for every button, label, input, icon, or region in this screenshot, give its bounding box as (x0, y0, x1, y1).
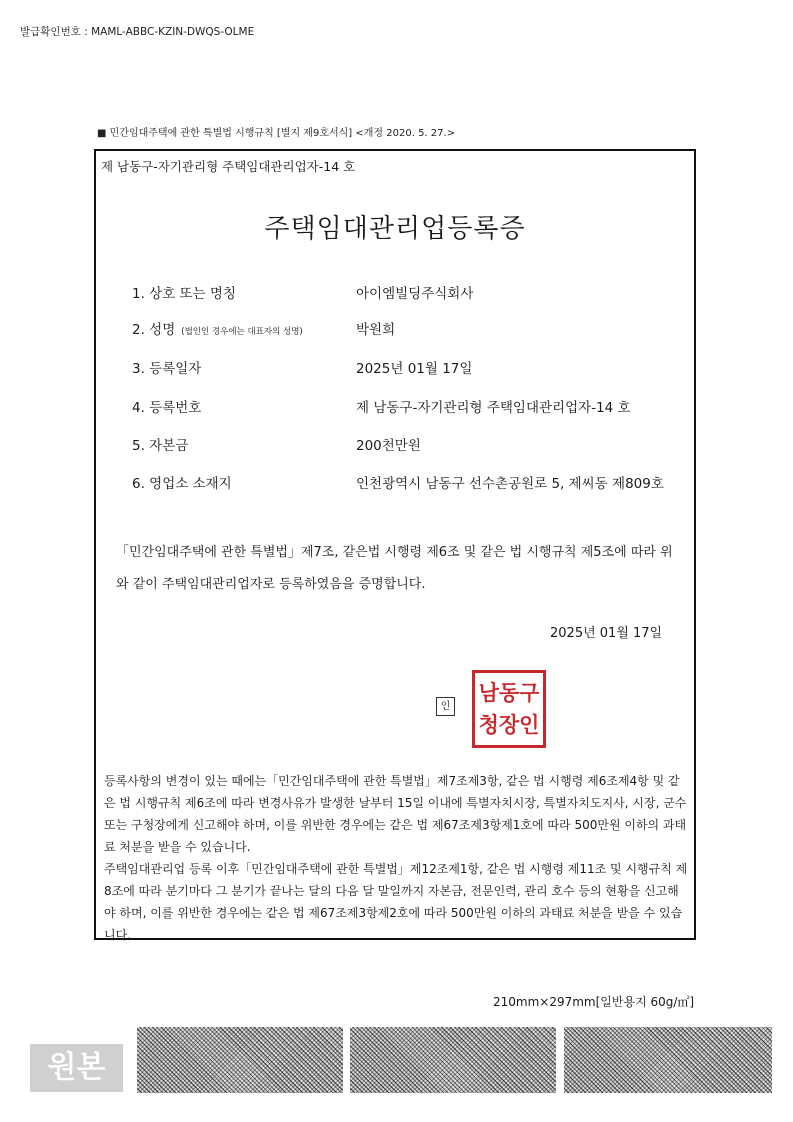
field-label-name-text: 2. 성명 (132, 322, 176, 338)
certificate-title: 주택임대관리업등록증 (264, 214, 526, 244)
notice-paragraph: 등록사항의 변경이 있는 때에는「민간임대주택에 관한 특별법」제7조제3항, 같은 법 시행령 제6조제4항 및 같은 법 시행규칙 제6조에 따라 변경사유가 발생한 날부터 15일 이내에 특별자치시장, 특별자치도지사, 시장, 군수 또는 구청장에게 신고해야 하며, 이를 위반한 경우에는 같은 법 제67조제3항제1호에 따라 500만원 이하의 과태료 처분을 받을 수 있습니다. (104, 774, 687, 854)
paper-spec: 210mm×297mm[일반용지 60g/㎡] (493, 995, 695, 1009)
issue-date: 2025년 01월 17일 (550, 626, 663, 641)
field-label-name-note: (법인인 경우에는 대표자의 성명) (181, 327, 303, 337)
field-value-registration-number: 제 남동구-자기관리형 주택임대관리업자-14 호 (356, 400, 631, 416)
security-pattern (350, 1027, 556, 1093)
certification-statement: 「민간임대주택에 관한 특별법」제7조, 같은법 시행령 제6조 및 같은 법 시행규칙 제5조에 따라 위와 같이 주택임대관리업자로 등록하였음을 증명합니다. (116, 545, 673, 592)
field-label-office-address: 6. 영업소 소재지 (132, 476, 232, 492)
official-seal-stamp: 남동구 청장인 (472, 670, 546, 748)
issue-confirmation-number: 발급확인번호 : MAML-ABBC-KZIN-DWQS-OLME (20, 26, 255, 38)
form-reference: ■ 민간임대주택에 관한 특별법 시행규칙 [별지 제9호서식] <개정 2020. 5. 27.> (97, 128, 456, 139)
field-value-office-address: 인천광역시 남동구 선수촌공원로 5, 제씨동 제809호 (356, 476, 664, 492)
security-pattern (137, 1027, 343, 1093)
field-value-capital: 200천만원 (356, 438, 421, 454)
field-label-name (132, 318, 303, 338)
field-value-registration-date: 2025년 01월 17일 (356, 361, 473, 377)
field-label-registration-date: 3. 등록일자 (132, 361, 202, 377)
field-value-name: 박원희 (356, 322, 396, 338)
security-pattern (564, 1027, 772, 1093)
notice-block (104, 770, 689, 946)
field-label-registration-number: 4. 등록번호 (132, 400, 202, 416)
field-value-trade-name: 아이엠빌딩주식회사 (356, 286, 474, 302)
seal-mark-box: 인 (436, 697, 455, 716)
original-watermark: 원본 (30, 1044, 123, 1092)
notice-paragraph: 주택임대관리업 등록 이후「민간임대주택에 관한 특별법」제12조제1항, 같은 법 시행령 제11조 및 시행규칙 제8조에 따라 분기마다 그 분기가 끝나는 달의 다음 달 말일까지 자본금, 전문인력, 관리 호수 등의 현황을 신고해야 하며, 이를 위반한 경우에는 같은 법 제67조제3항제2호에 따라 500만원 이하의 과태료 처분을 받을 수 있습니다. (104, 862, 688, 942)
registration-header: 제 남동구-자기관리형 주택임대관리업자-14 호 (101, 159, 356, 174)
field-label-trade-name: 1. 상호 또는 명칭 (132, 286, 236, 302)
field-label-capital: 5. 자본금 (132, 438, 189, 454)
